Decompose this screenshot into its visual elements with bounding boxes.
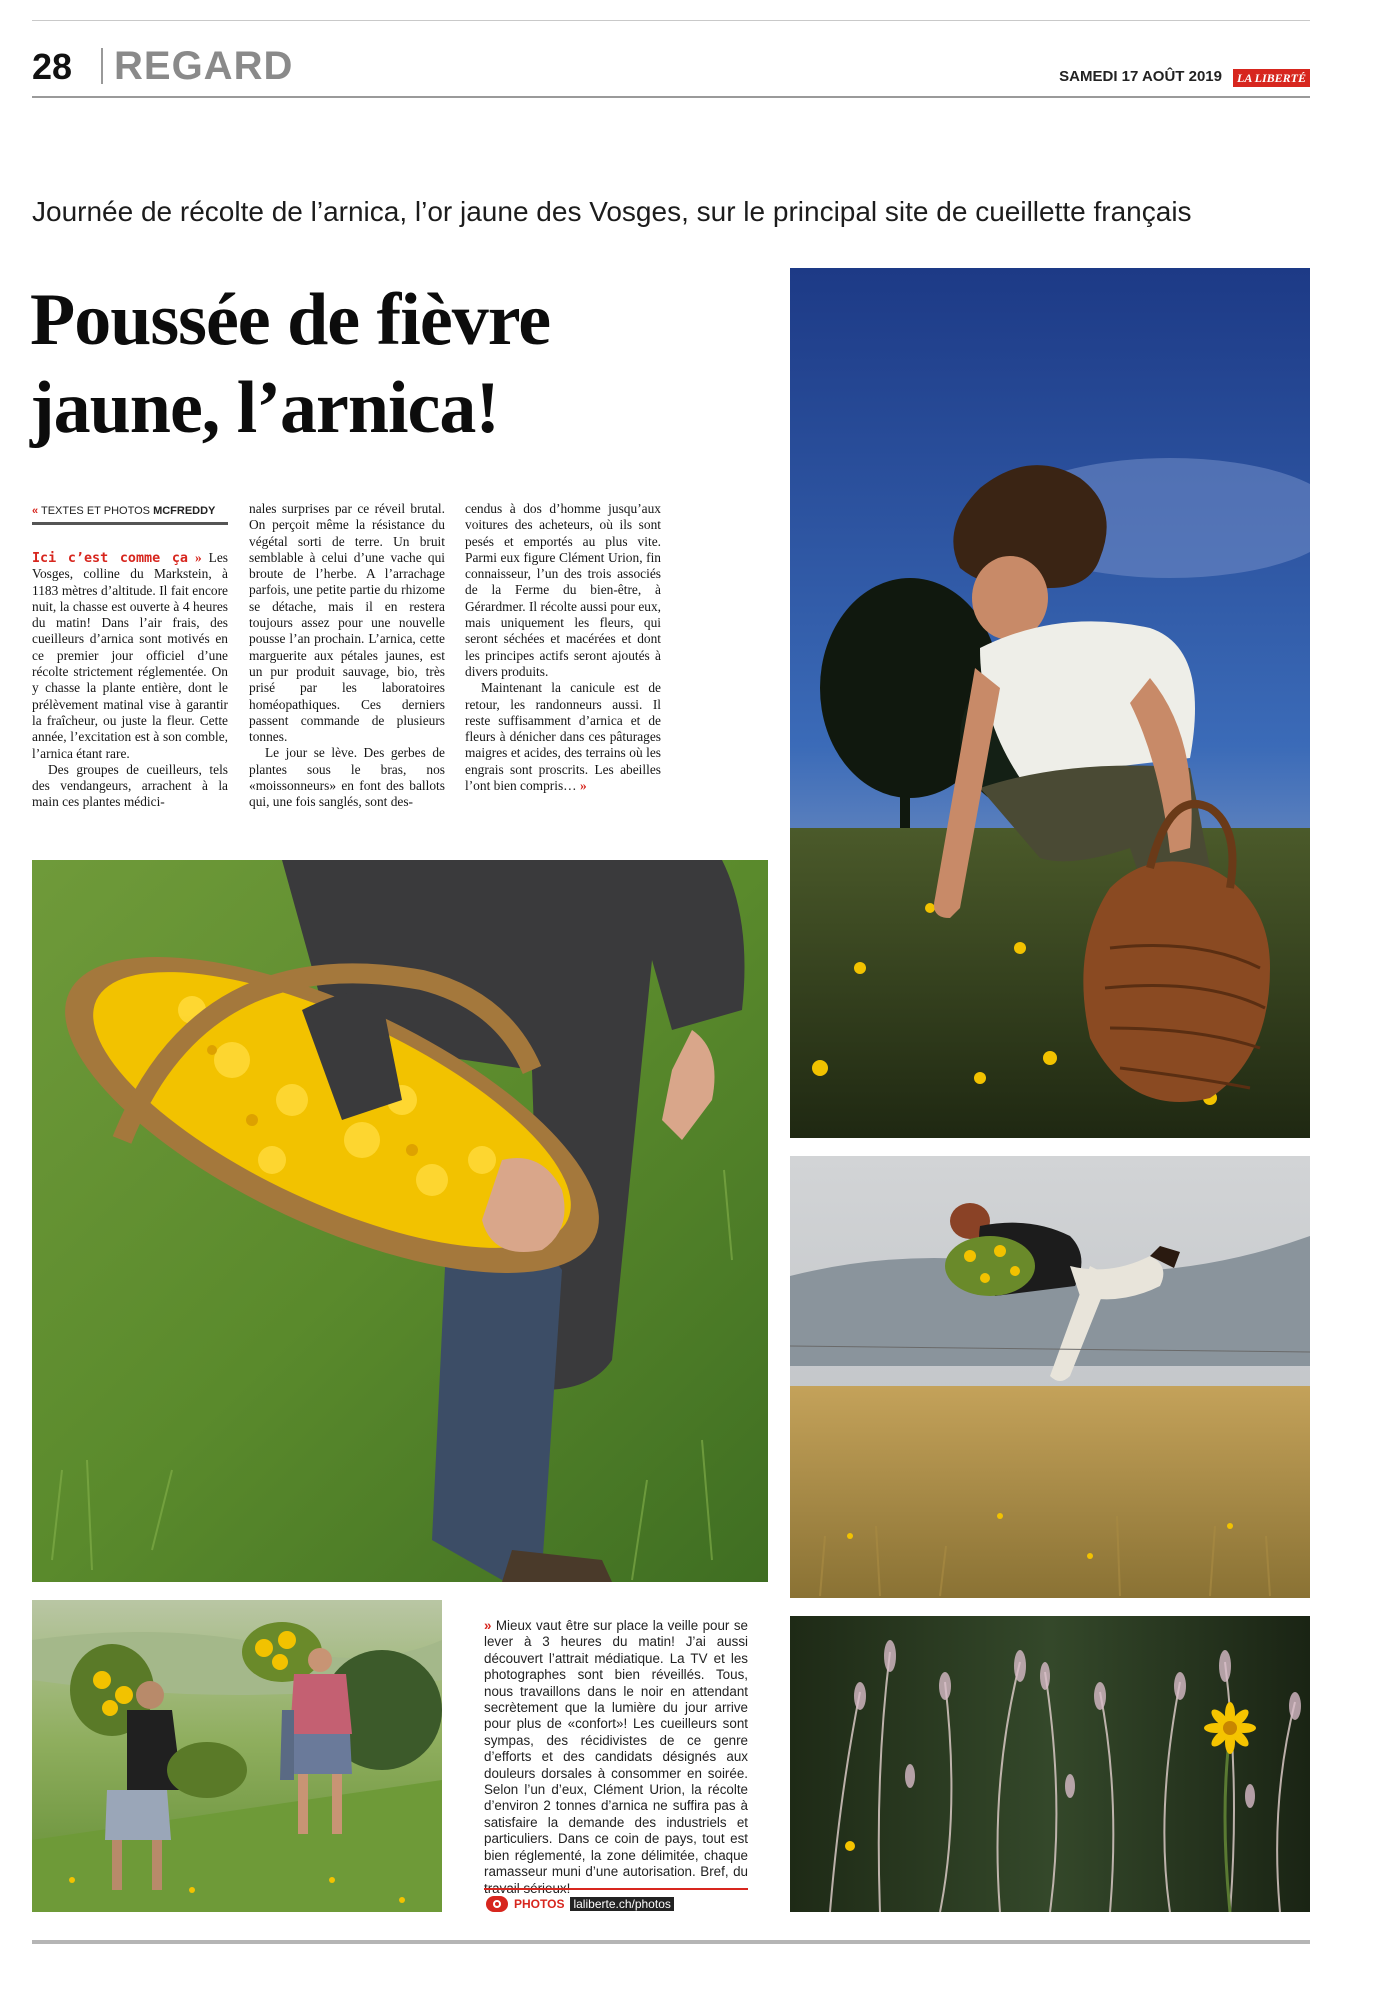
byline-prefix: TEXTES ET PHOTOS — [40, 505, 150, 517]
issue-date: SAMEDI 17 AOÛT 2019 — [1059, 68, 1222, 85]
newspaper-logo: LA LIBERTÉ — [1233, 69, 1310, 87]
paragraph — [32, 550, 228, 762]
article-subtitle: Journée de récolte de l’arnica, l’or jaune des Vosges, sur le principal site de cueillette français — [32, 196, 1192, 227]
col2-paragraph-1: nales surprises par ce réveil brutal. On perçoit même la résistance du végétal sorti de terre. Un bruit semblable à celui d’une vache qui broute de l’herbe. A l’arrachage parfois, une petite partie du rhizome se détache, mais il en restera toujours assez pour une nouvelle pousse l’an prochain. L’arnica, cette marguerite aux pétales jaunes, est un pur produit sauvage, bio, très prisé par les laboratoires homéopathiques. Ces derniers passent commande de plusieurs tonnes. — [249, 501, 445, 745]
photo-credit-label: PHOTOS — [514, 1897, 565, 1911]
col1-paragraph-2: Des groupes de cueilleurs, tels des vendangeurs, arrachent à la main ces plantes médici- — [32, 761, 228, 810]
byline-author: MCFREDDY — [153, 505, 216, 517]
footer-rule — [32, 1940, 1310, 1944]
col3-paragraph-1: cendus à dos d’homme jusqu’aux voitures des acheteurs, où ils sont pesés et emportés au plus vite. Parmi eux figure Clément Urion, fin connaisseur, l’un des trois associés de la Ferme du bien-être, à Gérardmer. Il récolte aussi pour eux, mais uniquement les fleurs, qui seront séchées et macérées et dont les principes actifs seront ajoutés à divers produits. — [465, 501, 661, 679]
header-rule — [32, 96, 1310, 98]
photo-credit[interactable] — [486, 1896, 674, 1912]
article-column-1 — [32, 550, 228, 811]
byline — [32, 505, 228, 517]
byline-rule — [32, 522, 228, 525]
camera-icon — [486, 1896, 508, 1912]
sidebar-rule — [484, 1888, 748, 1890]
paragraph — [465, 680, 661, 794]
article-kicker: Ici c’est comme ça — [32, 551, 188, 566]
page-number: 28 — [32, 46, 73, 87]
top-rule — [32, 20, 1310, 21]
col3-paragraph-2: Maintenant la canicule est de retour, les randonneurs aussi. Il reste suffisamment d’arnica et de fleurs à dénicher dans ces pâturages maigres et acides, des terrains où les engrais sont proscrits. Les abeilles l’ont bien compris… — [465, 680, 661, 794]
chevron-right-icon: » — [194, 550, 202, 565]
photographer-note-text: Mieux vaut être sur place la veille pour se lever à 3 heures du matin! J’ai aussi découvert l’attrait médiatique. La TV et les photographes sont bien réveillés. Tous, nous travaillons dans le noir en attendant secrètement que la lumière du jour arrive pour plus de «confort»! Les cueilleurs sont sympas, des récidivistes de ce genre d’efforts et des candidats désignés aux douleurs dorsales à consommer en soirée. Selon l’un d’eux, Clément Urion, la récolte d’environ 2 tonnes d’arnica ne suffira pas à satisfaire la demande des industriels et particuliers. Dans ce coin de pays, tout est bien réglementé, la zone délimitée, chaque ramasseur muni d’une autorisation. Bref, du — [484, 1618, 748, 1880]
header-separator — [101, 48, 103, 84]
photo-gallery-link[interactable]: laliberte.ch/photos — [570, 1897, 673, 1911]
article-headline — [30, 276, 770, 452]
headline-line-1: Poussée de fièvre — [30, 279, 551, 361]
photographer-note — [484, 1618, 748, 1897]
chevron-left-icon: « — [32, 505, 39, 517]
photo-basket-of-arnica — [32, 860, 768, 1582]
article-column-2 — [249, 501, 445, 811]
photo-arnica-in-grasses — [790, 1616, 1310, 1912]
photo-two-harvesters — [32, 1600, 442, 1912]
col1-paragraph-1: Les Vosges, colline du Markstein, à 1183 mètres d’altitude. Il fait encore nuit, la chasse est ouverte à 4 heures du matin! Dans l’air frais, des cueilleurs d’arnica sont motivés en ce premier jour officiel d’une récolte strictement réglementée. On y chasse la plante entière, dont le prélèvement matinal vise à garantir la fraîcheur, ou juste la fleur. Cette année, l’excitation est à son comble, l’arnica étant rare. — [32, 550, 228, 761]
photo-woman-harvesting — [790, 1156, 1310, 1598]
col2-paragraph-2: Le jour se lève. Des gerbes de plantes sous le bras, nos «moissonneurs» en font des ballots qui, une fois sanglés, sont des- — [249, 745, 445, 810]
photo-man-picking-arnica — [790, 268, 1310, 1138]
chevron-right-icon: » — [484, 1618, 492, 1633]
article-column-3 — [465, 501, 661, 794]
end-mark-icon: » — [579, 778, 587, 794]
headline-line-2: jaune, l’arnica! — [30, 367, 500, 449]
section-title: REGARD — [114, 44, 294, 88]
